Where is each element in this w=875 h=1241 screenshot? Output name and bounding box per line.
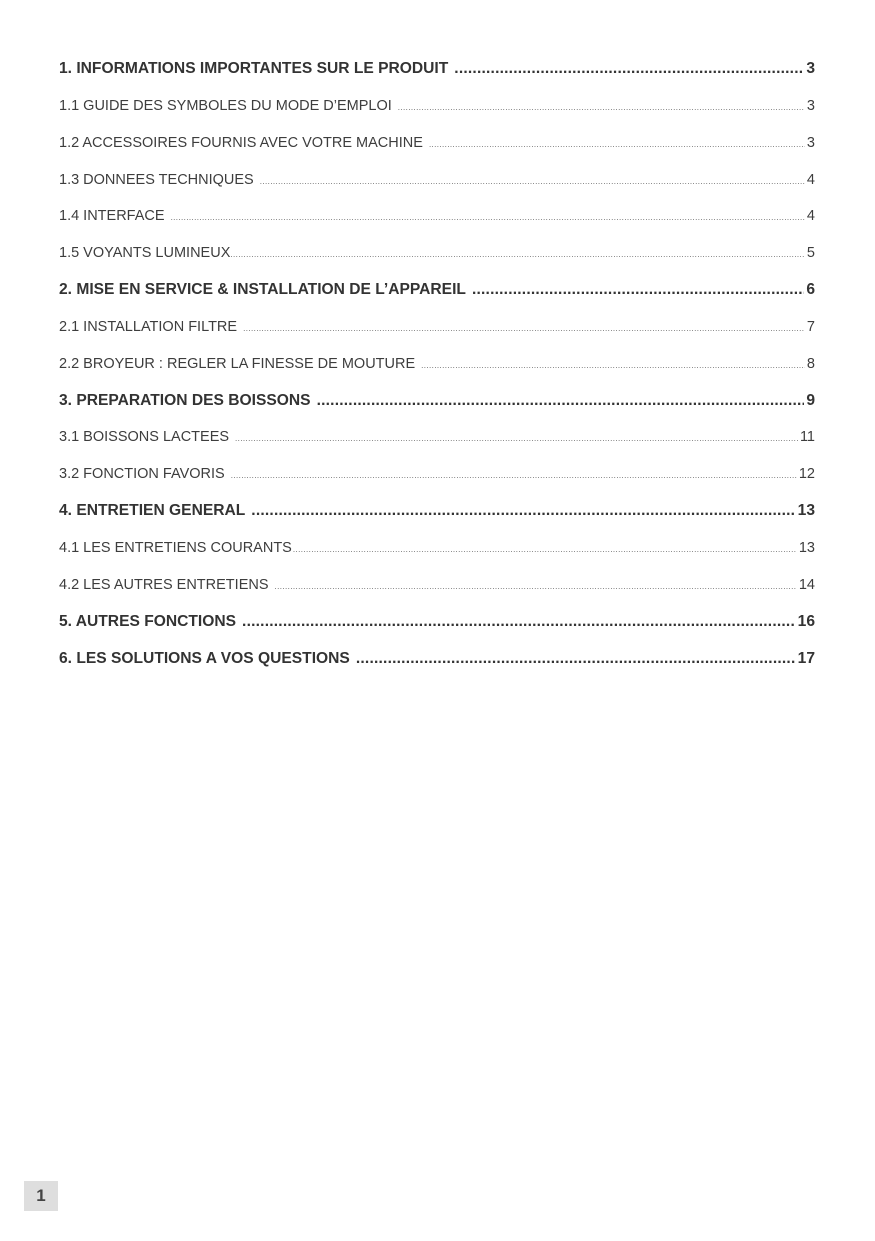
toc-entry-title: 4. ENTRETIEN GENERAL [59,502,246,520]
toc-entry-3-1[interactable] [59,419,815,456]
toc-leader-dots [421,348,805,385]
toc-entry-title: 1.3 DONNEES TECHNIQUES [59,171,254,188]
toc-entry-1-4[interactable] [59,198,815,235]
toc-entry-title: 5. AUTRES FONCTIONS [59,612,237,630]
toc-entry-page: 16 [797,612,815,630]
toc-entry-title: 1.4 INTERFACE [59,208,165,225]
toc-entry-4-2[interactable] [59,567,815,604]
toc-entry-page: 6 [806,281,815,299]
toc-entry-1-3[interactable] [59,162,815,199]
toc-entry-title: 1.5 VOYANTS LUMINEUX [59,245,231,262]
toc-entry-4-1[interactable] [59,530,815,567]
toc-leader-dots [171,200,805,237]
toc-entry-page: 3 [806,60,815,77]
toc-entry-title: 3.1 BOISSONS LACTEES [59,429,230,446]
toc-leader-dots [356,641,796,678]
toc-entry-page: 7 [806,318,815,335]
toc-entry-title: 2.1 INSTALLATION FILTRE [59,318,238,335]
toc-leader-dots [243,311,805,348]
toc-entry-title: 2.2 BROYEUR : REGLER LA FINESSE DE MOUTURE [59,355,416,372]
toc-entry-2-1[interactable] [59,309,815,346]
toc-entry-title: 4.1 LES ENTRETIENS COURANTS [59,539,292,556]
toc-entry-title: 6. LES SOLUTIONS A VOS QUESTIONS [59,649,350,667]
toc-entry-page: 8 [806,355,815,372]
toc-entry-1-2[interactable] [59,125,815,162]
toc-leader-dots [251,493,795,530]
toc-leader-dots [230,237,805,274]
table-of-contents [59,51,815,677]
toc-entry-2-2[interactable] [59,346,815,383]
toc-entry-1[interactable] [59,51,815,88]
toc-entry-6[interactable] [59,641,815,678]
toc-entry-title: 3.2 FONCTION FAVORIS [59,466,225,483]
toc-leader-dots [398,90,805,127]
toc-entry-title: 2. MISE EN SERVICE & INSTALLATION DE L’APPAREIL [59,281,466,299]
toc-leader-dots [454,51,804,88]
toc-entry-title: 1. INFORMATIONS IMPORTANTES SUR LE PRODUIT [59,60,449,77]
toc-entry-page: 9 [806,391,815,409]
toc-entry-page: 12 [798,466,815,483]
toc-entry-page: 4 [806,171,815,188]
toc-entry-3[interactable] [59,383,815,420]
toc-entry-page: 17 [797,649,815,667]
toc-leader-dots [275,569,797,606]
toc-entry-page: 14 [798,576,815,593]
toc-entry-2[interactable] [59,272,815,309]
toc-entry-title: 1.1 GUIDE DES SYMBOLES DU MODE D’EMPLOI [59,97,392,114]
toc-entry-1-1[interactable] [59,88,815,125]
toc-entry-page: 13 [797,502,815,520]
toc-entry-title: 4.2 LES AUTRES ENTRETIENS [59,576,269,593]
toc-entry-page: 13 [798,539,815,556]
toc-entry-page: 4 [806,208,815,225]
toc-entry-title: 3. PREPARATION DES BOISSONS [59,391,311,409]
toc-entry-page: 3 [806,97,815,114]
toc-leader-dots [235,421,798,458]
toc-entry-page: 3 [806,134,815,151]
toc-leader-dots [231,458,797,495]
toc-leader-dots [260,164,805,201]
toc-entry-3-2[interactable] [59,456,815,493]
toc-leader-dots [293,532,797,569]
toc-entry-5[interactable] [59,604,815,641]
toc-leader-dots [317,383,805,420]
toc-leader-dots [242,604,796,641]
toc-entry-page: 11 [799,429,815,446]
toc-leader-dots [472,272,804,309]
toc-entry-4[interactable] [59,493,815,530]
page-number-badge: 1 [24,1181,58,1211]
toc-entry-title: 1.2 ACCESSOIRES FOURNIS AVEC VOTRE MACHINE [59,134,423,151]
toc-leader-dots [429,127,805,164]
toc-entry-page: 5 [806,245,815,262]
toc-entry-1-5[interactable] [59,235,815,272]
